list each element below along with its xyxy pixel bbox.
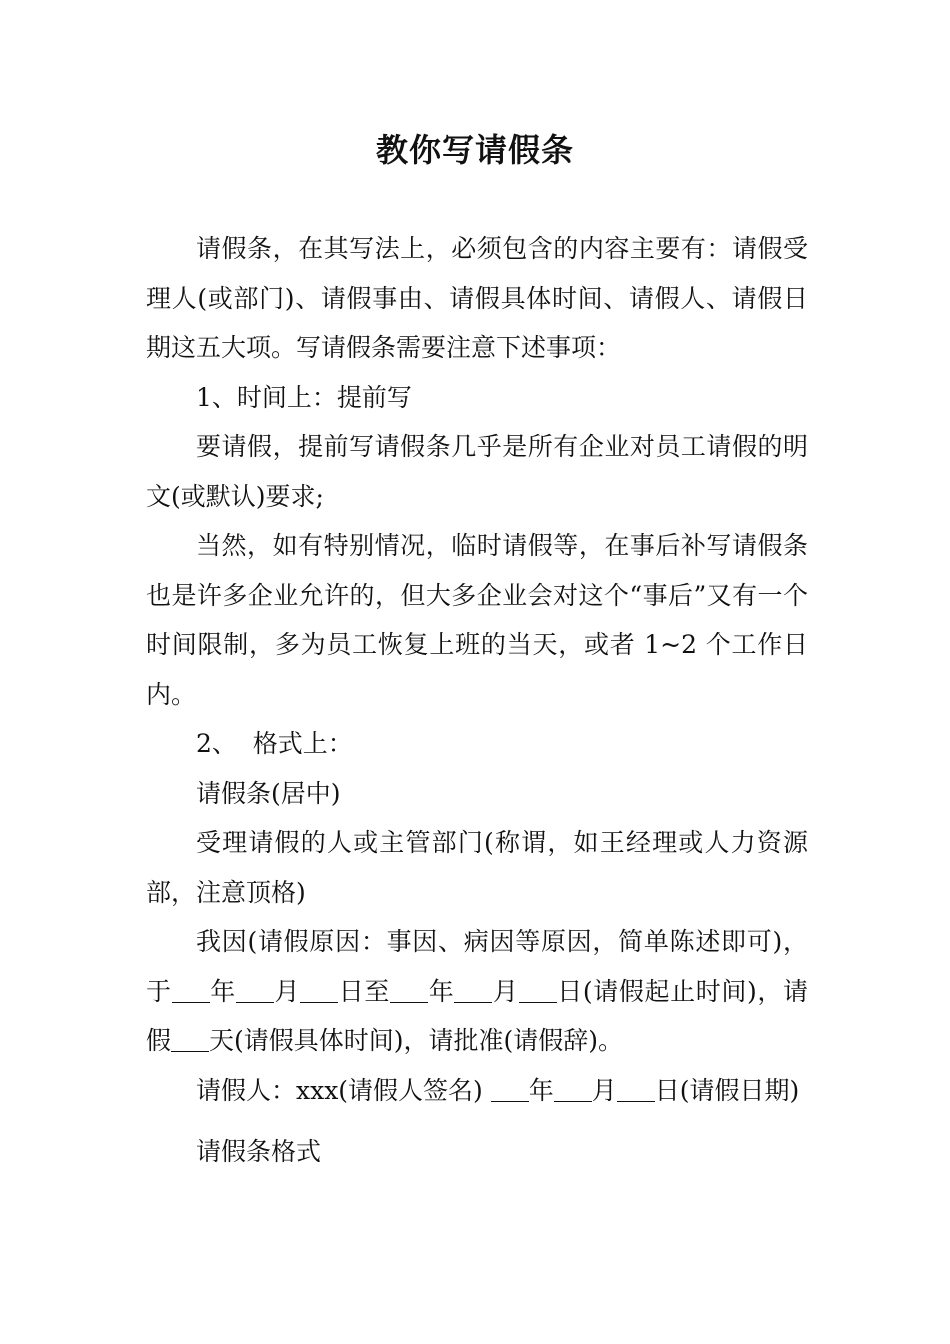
paragraph-intro: 请假条，在其写法上，必须包含的内容主要有：请假受理人(或部门)、请假事由、请假具体时间、请假人、请假日期这五大项。写请假条需要注意下述事项： — [146, 234, 808, 362]
sign-day-label: 日(请假日期) — [654, 1075, 800, 1105]
paragraph-format-signature — [146, 1066, 808, 1116]
paragraph-point-1: 1、时间上：提前写 — [196, 382, 412, 412]
blank-line — [172, 975, 210, 1002]
day-range-label: 日(请假起止时间)，请假 — [146, 976, 808, 1055]
day-to-label: 日至 — [338, 976, 391, 1006]
month-label: 月 — [273, 976, 301, 1006]
paragraph-point-1-a: 要请假，提前写请假条几乎是所有企业对员工请假的明文(或默认)要求; — [146, 432, 808, 511]
paragraph-format-heading: 请假条格式 — [196, 1137, 322, 1166]
paragraph-point-1-b: 当然，如有特别情况，临时请假等，在事后补写请假条也是许多企业允许的，但大多企业会对这个“事后”又有一个时间限制，多为员工恢复上班的当天，或者 1~2 个工作日内。 — [146, 531, 808, 709]
blank-line — [491, 1074, 529, 1101]
month-label: 月 — [591, 1075, 617, 1105]
paragraph-format-addressee: 受理请假的人或主管部门(称谓，如王经理或人力资源部，注意顶格) — [146, 828, 808, 907]
blank-line — [390, 975, 428, 1002]
year-label: 年 — [209, 976, 236, 1006]
year-label: 年 — [528, 1075, 554, 1105]
month-label: 月 — [492, 976, 519, 1006]
signature-text: 请假人：xxx(请假人签名) — [196, 1075, 491, 1105]
document-title: 教你写请假条 — [375, 131, 574, 169]
document-body — [146, 224, 808, 1177]
paragraph-point-2: 2、 格式上： — [196, 729, 353, 758]
blank-line — [300, 975, 338, 1002]
blank-line — [519, 975, 557, 1002]
days-label: 天(请假具体时间)，请批准(请假辞)。 — [209, 1026, 624, 1055]
paragraph-format-title: 请假条(居中) — [196, 778, 341, 808]
paragraph-format-reason — [146, 917, 808, 1066]
reason-text: 我因(请假原因：事因、病因等原因，简单陈述即可)，于 — [146, 927, 808, 1006]
blank-line — [554, 1074, 592, 1101]
blank-line — [617, 1074, 655, 1101]
blank-line — [236, 975, 274, 1002]
blank-line — [454, 975, 492, 1002]
year-label: 年 — [428, 976, 455, 1006]
blank-line — [171, 1025, 209, 1052]
